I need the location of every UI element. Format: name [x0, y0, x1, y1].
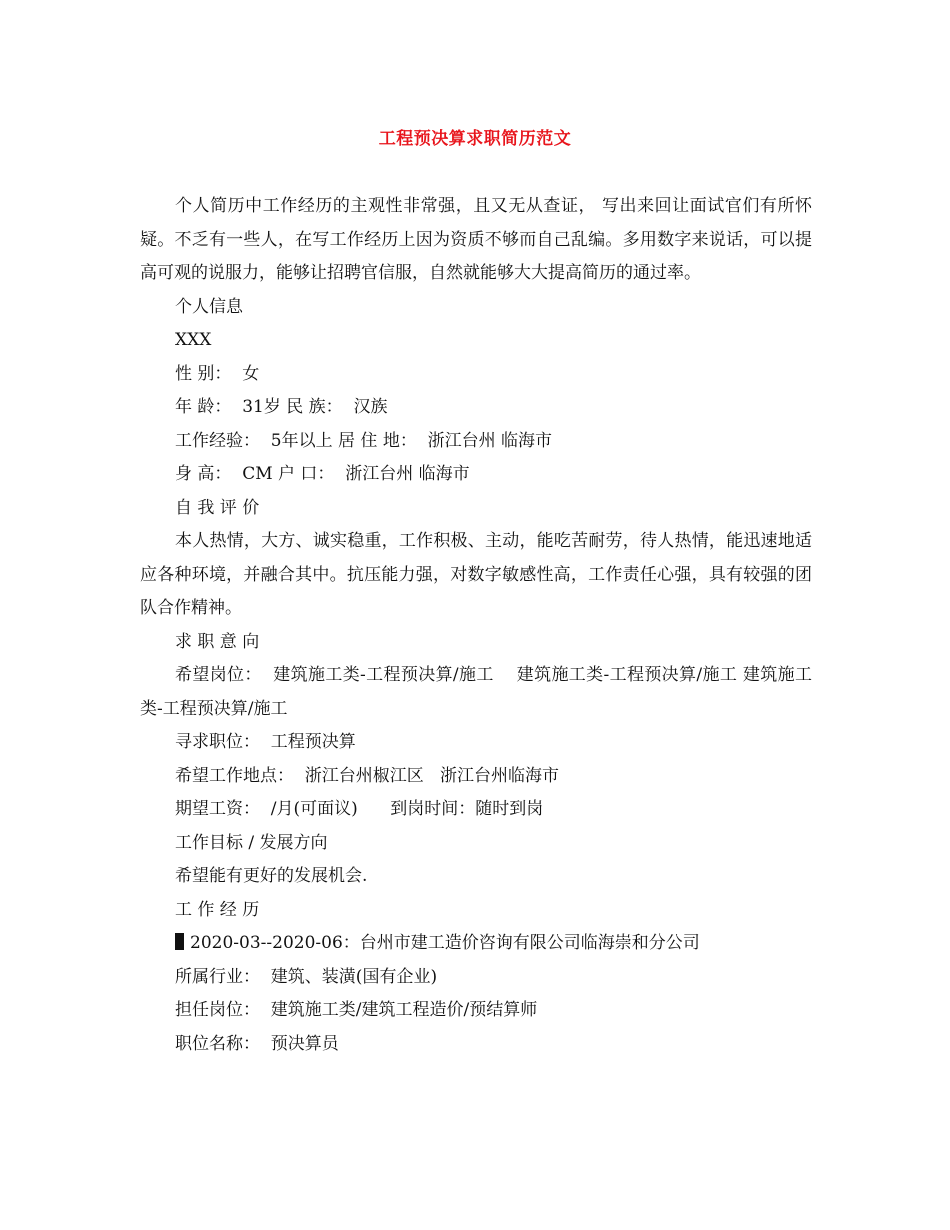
work-history-heading: 工 作 经 历 — [175, 899, 260, 920]
document-body — [140, 190, 812, 1061]
intro-paragraph: 个人简历中工作经历的主观性非常强，且又无从查证， 写出来回让面试官们有所怀疑。不乏有一些人，在写工作经历上因为资质不够而自己乱编。多用数字来说话，可以提高可观的说服力，能够让招聘官信服，自然就能够大大提高简历的通过率。 — [140, 196, 812, 283]
role-line: 担任岗位： 建筑施工类/建筑工程造价/预结算师 — [175, 1000, 538, 1020]
bullet-block-icon — [175, 933, 184, 950]
work-goal-text: 希望能有更好的发展机会. — [175, 866, 368, 886]
document-title: 工程预决算求职简历范文 — [378, 129, 572, 149]
age-line: 年 龄： 31岁 民 族： 汉族 — [175, 397, 388, 417]
job-title-line: 职位名称： 预决算员 — [175, 1033, 339, 1054]
self-evaluation-paragraph: 本人热情，大方、诚实稳重，工作积极、主动，能吃苦耐劳，待人热情，能迅速地适应各种环境，并融合其中。抗压能力强，对数字敏感性高，工作责任心强，具有较强的团队合作精神。 — [140, 531, 812, 618]
name-line: XXX — [175, 330, 212, 350]
desired-positions-line: 希望岗位： 建筑施工类-工程预决算/施工 建筑施工类-工程预决算/施工 建筑施工类-工程预决算/施工 — [140, 665, 812, 719]
industry-line: 所属行业： 建筑、装潢(国有企业) — [175, 966, 438, 987]
job-intent-heading: 求 职 意 向 — [175, 631, 260, 652]
expected-salary-line: 期望工资： /月(可面议) 到岗时间：随时到岗 — [175, 799, 544, 819]
seek-position-line: 寻求职位： 工程预决算 — [175, 732, 356, 752]
personal-info-heading: 个人信息 — [175, 296, 243, 317]
work-entry-text: 2020-03--2020-06：台州市建工造价咨询有限公司临海崇和分公司 — [190, 933, 700, 953]
work-entry-line — [140, 927, 812, 961]
gender-line: 性 别： 女 — [175, 363, 260, 384]
height-line: 身 高： CM 户 口： 浙江台州 临海市 — [175, 464, 470, 484]
desired-location-line: 希望工作地点： 浙江台州椒江区 浙江台州临海市 — [175, 765, 560, 786]
work-goal-heading: 工作目标 / 发展方向 — [175, 832, 328, 853]
experience-line: 工作经验： 5年以上 居 住 地： 浙江台州 临海市 — [175, 430, 553, 451]
self-evaluation-heading: 自 我 评 价 — [175, 497, 260, 518]
